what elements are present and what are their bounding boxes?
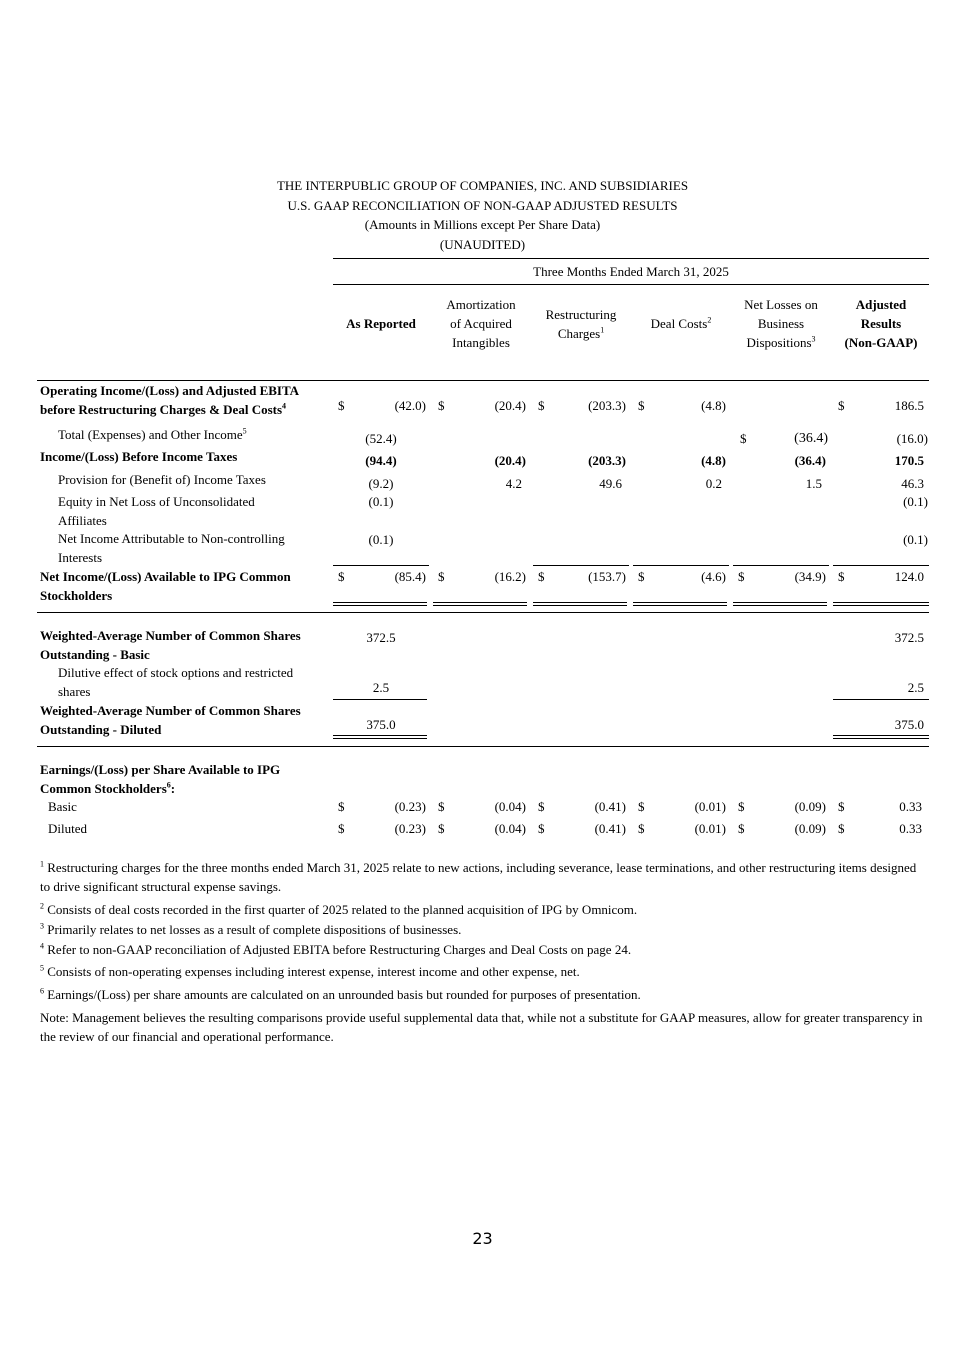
dollar-sign: $ — [438, 569, 445, 584]
cell-diluted-adjusted: 0.33 — [899, 821, 922, 836]
period-top-rule — [333, 258, 929, 259]
management-note: Note: Management believes the resulting comparisons provide useful supplemental data that, while not a substitute for GAAP measures, allow for greater transparency in the review of our financial and operational performance. — [40, 1010, 923, 1044]
double-rule — [833, 735, 929, 739]
cell-wad-as-reported: 375.0 — [366, 717, 396, 732]
row-label-pretax: Income/(Loss) Before Income Taxes — [40, 449, 238, 464]
footnote-5: $^5$ Consists of non-operating expenses including interest expense, interest income and other expense, net. — [40, 963, 580, 979]
cell-pretax-restructuring: (203.3) — [588, 453, 626, 468]
dollar-sign: $ — [538, 799, 545, 814]
cell-ni-deal-costs: (4.6) — [701, 569, 726, 584]
report-title: U.S. GAAP RECONCILIATION OF NON-GAAP ADJUSTED RESULTS — [287, 197, 678, 213]
row-label-wa-diluted: Weighted-Average Number of Common Shares Outstanding - Diluted — [40, 703, 301, 737]
cell-wab-as-reported: 372.5 — [366, 630, 396, 645]
double-rule — [433, 602, 527, 606]
cell-prov-as-reported: (9.2) — [368, 476, 394, 491]
cell-nci-as-reported: (0.1) — [368, 532, 394, 547]
cell-op-restructuring: (203.3) — [588, 398, 626, 413]
col-as-reported: As Reported — [346, 316, 416, 331]
cell-wab-adjusted: 372.5 — [894, 630, 924, 645]
cell-ni-restructuring: (153.7) — [588, 569, 626, 584]
subtotal-rule — [633, 565, 729, 566]
dollar-sign: $ — [438, 398, 445, 413]
cell-prov-restructuring: 49.6 — [599, 476, 622, 491]
cell-op-deal-costs: (4.8) — [701, 398, 726, 413]
cell-op-as-reported: (42.0) — [394, 398, 426, 413]
cell-basic-adjusted: 0.33 — [899, 799, 922, 814]
cell-dil-adjusted: 2.5 — [907, 680, 924, 695]
dollar-sign: $ — [638, 821, 645, 836]
cell-ni-net-losses: (34.9) — [794, 569, 826, 584]
double-rule — [733, 602, 827, 606]
dollar-sign: $ — [738, 569, 745, 584]
cell-basic-net-losses: (0.09) — [794, 799, 826, 814]
cell-pretax-net-losses: (36.4) — [794, 453, 826, 468]
row-label-net-income: Net Income/(Loss) Available to IPG Common Stockholders — [40, 569, 291, 603]
footnote-3: $^3$ Primarily relates to net losses as a result of complete dispositions of businesses. — [40, 921, 462, 937]
cell-prov-amortization: 4.2 — [505, 476, 522, 491]
dollar-sign: $ — [740, 431, 747, 446]
dollar-sign: $ — [538, 398, 545, 413]
dollar-sign: $ — [338, 799, 345, 814]
cell-prov-net-losses: 1.5 — [805, 476, 822, 491]
col-amortization: Amortization of Acquired Intangibles — [446, 297, 516, 350]
cell-basic-deal-costs: (0.01) — [694, 799, 726, 814]
cell-ni-adjusted: 124.0 — [894, 569, 924, 584]
dollar-sign: $ — [738, 821, 745, 836]
col-adjusted: Adjusted Results (Non-GAAP) — [844, 297, 918, 350]
cell-basic-as-reported: (0.23) — [394, 799, 426, 814]
company-title: THE INTERPUBLIC GROUP OF COMPANIES, INC. AND SUBSIDIARIES — [276, 178, 689, 193]
cell-diluted-as-reported: (0.23) — [394, 821, 426, 836]
cell-prov-adjusted: 46.3 — [901, 476, 924, 491]
cell-pretax-as-reported: (94.4) — [365, 453, 397, 468]
cell-dil-as-reported: 2.5 — [372, 680, 390, 695]
cell-op-adjusted: 186.5 — [894, 398, 924, 413]
dollar-sign: $ — [438, 821, 445, 836]
dollar-sign: $ — [638, 398, 645, 413]
period-label: Three Months Ended March 31, 2025 — [533, 264, 729, 279]
cell-basic-restructuring: (0.41) — [594, 799, 626, 814]
dollar-sign: $ — [838, 398, 845, 413]
cell-ni-as-reported: (85.4) — [394, 569, 426, 584]
footnote-4: $^4$ Refer to non-GAAP reconciliation of Adjusted EBITA before Restructuring Charges and Deal Costs on page 24. — [40, 941, 632, 957]
row-label-equity: Equity in Net Loss of Unconsolidated Affiliates — [58, 494, 255, 528]
cell-prov-deal-costs: 0.2 — [705, 476, 722, 491]
subtotal-rule — [533, 565, 629, 566]
row-label-dilutive: Dilutive effect of stock options and restricted shares — [58, 665, 294, 699]
row-label-operating-income: Operating Income/(Loss) and Adjusted EBITA before Restructuring Charges & Deal Costs$^4$ — [40, 383, 300, 417]
cell-diluted-net-losses: (0.09) — [794, 821, 826, 836]
cell-diluted-deal-costs: (0.01) — [694, 821, 726, 836]
cell-nci-adjusted: (0.1) — [903, 532, 928, 547]
double-rule — [333, 735, 427, 739]
double-rule — [333, 602, 427, 606]
col-deal-costs: Deal Costs$^2$ — [650, 315, 712, 331]
footnote-2: $^2$ Consists of deal costs recorded in the first quarter of 2025 related to the planned acquisition of IPG by Omnicom. — [40, 901, 638, 917]
cell-pretax-deal-costs: (4.8) — [701, 453, 726, 468]
amounts-note: (Amounts in Millions except Per Share Data) — [364, 217, 601, 232]
dollar-sign: $ — [538, 821, 545, 836]
dollar-sign: $ — [338, 821, 345, 836]
cell-diluted-amortization: (0.04) — [494, 821, 526, 836]
row-label-eps: Earnings/(Loss) per Share Available to IPG Common Stockholders$^6$: — [40, 762, 281, 796]
subtotal-rule — [333, 699, 427, 700]
row-label-total-expenses: Total (Expenses) and Other Income$^5$ — [58, 426, 247, 442]
dollar-sign: $ — [538, 569, 545, 584]
cell-equity-adjusted: (0.1) — [903, 494, 928, 509]
row-label-basic: Basic — [48, 799, 77, 814]
double-rule — [533, 602, 627, 606]
dollar-sign: $ — [638, 569, 645, 584]
cell-basic-amortization: (0.04) — [494, 799, 526, 814]
row-label-provision: Provision for (Benefit of) Income Taxes — [58, 472, 266, 487]
double-rule — [633, 602, 727, 606]
unaudited-label: (UNAUDITED) — [439, 236, 526, 252]
cell-wad-adjusted: 375.0 — [894, 717, 924, 732]
cell-equity-as-reported: (0.1) — [368, 494, 394, 509]
dollar-sign: $ — [738, 799, 745, 814]
dollar-sign: $ — [338, 569, 345, 584]
subtotal-rule — [733, 565, 829, 566]
report-header — [0, 176, 965, 254]
footnote-6: $^6$ Earnings/(Loss) per share amounts are calculated on an unrounded basis but rounded for purposes of presentation. — [40, 986, 641, 1002]
col-restructuring: Restructuring Charges$^1$ — [545, 307, 617, 341]
dollar-sign: $ — [838, 569, 845, 584]
cell-totexp-adjusted: (16.0) — [896, 431, 928, 446]
subtotal-rule — [333, 565, 429, 566]
period-bottom-rule — [333, 284, 929, 285]
dollar-sign: $ — [438, 799, 445, 814]
cell-pretax-amortization: (20.4) — [494, 453, 526, 468]
row-label-diluted: Diluted — [48, 821, 87, 836]
cell-totexp-as-reported: (52.4) — [365, 431, 397, 446]
page-number: 23 — [472, 1229, 493, 1248]
double-rule — [833, 602, 929, 606]
footnote-1: $^1$ Restructuring charges for the three months ended March 31, 2025 relate to new actions, including severance, lease terminations, and other restructuring items designed to drive significant structural expense savings. — [40, 859, 917, 894]
row-label-wa-basic: Weighted-Average Number of Common Shares Outstanding - Basic — [40, 628, 301, 662]
subtotal-rule — [833, 565, 929, 566]
section-rule — [37, 612, 929, 613]
section-rule — [37, 746, 929, 747]
cell-ni-amortization: (16.2) — [494, 569, 526, 584]
dollar-sign: $ — [838, 821, 845, 836]
cell-diluted-restructuring: (0.41) — [594, 821, 626, 836]
col-net-losses: Net Losses on Business Dispositions$^3$ — [744, 297, 818, 350]
cell-pretax-adjusted: 170.5 — [894, 453, 924, 468]
cell-totexp-net-losses: (36.4) — [794, 431, 828, 446]
row-label-nci: Net Income Attributable to Non-controlling Interests — [58, 531, 285, 565]
dollar-sign: $ — [838, 799, 845, 814]
cell-op-amortization: (20.4) — [494, 398, 526, 413]
dollar-sign: $ — [638, 799, 645, 814]
dollar-sign: $ — [338, 398, 345, 413]
subtotal-rule — [833, 699, 929, 700]
